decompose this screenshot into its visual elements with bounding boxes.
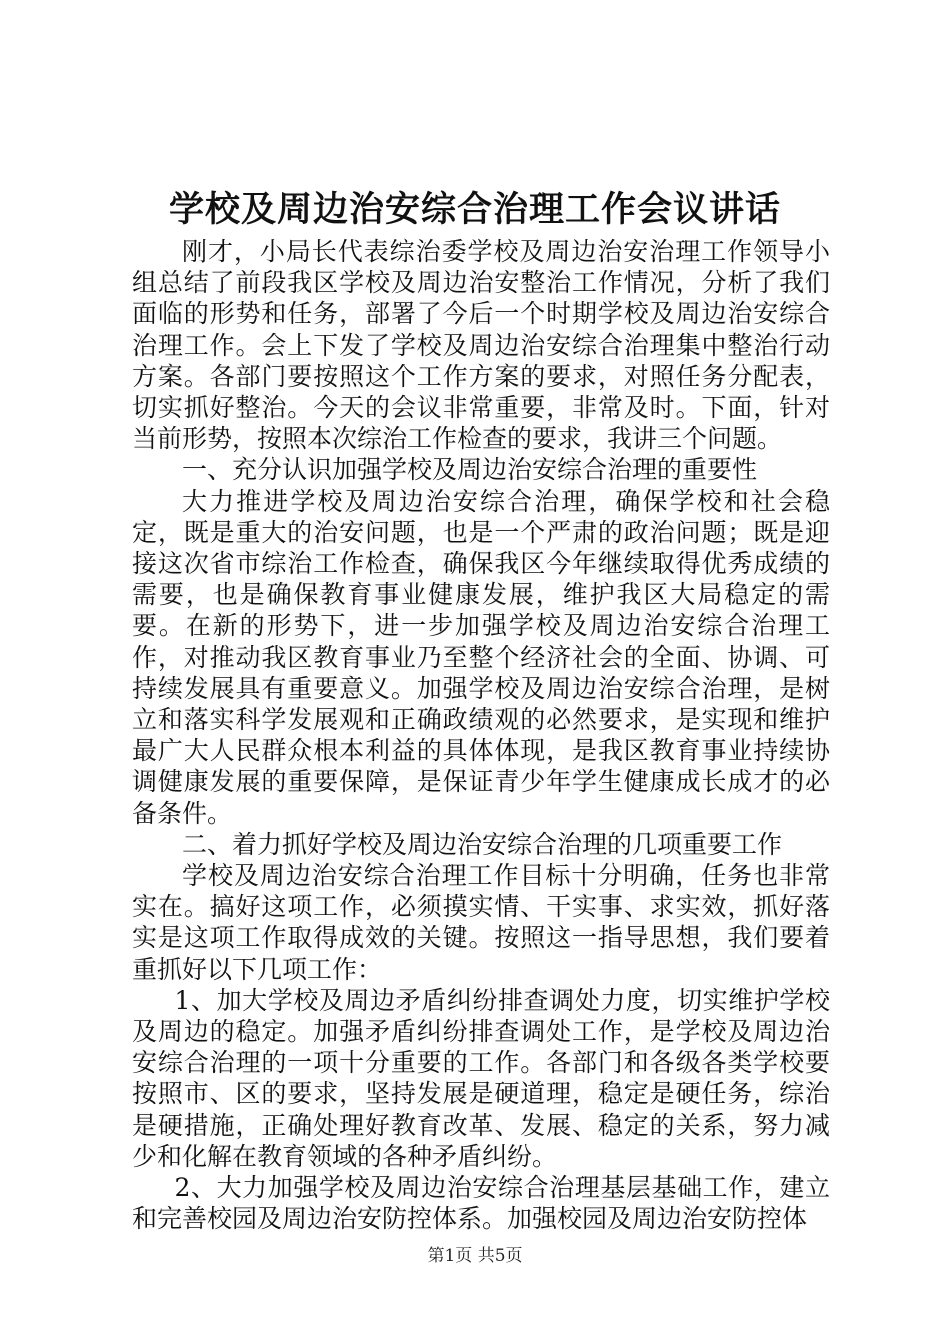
page-footer: 第1页 共5页 [427,1246,523,1266]
section-2-paragraph: 学校及周边治安综合治理工作目标十分明确，任务也非常实在。搞好这项工作，必须摸实情、干实事、求实效，抓好落实是这项工作取得成效的关键。按照这一指导思想，我们要着重抓好以下几项工作： [132,861,830,984]
section-1-paragraph: 大力推进学校及周边治安综合治理，确保学校和社会稳定，既是重大的治安问题，也是一个严肃的政治问题；既是迎接这次省市综治工作检查，确保我区今年继续取得优秀成绩的需要，也是确保教育事业健康发展，维护我区大局稳定的需要。在新的形势下，进一步加强学校及周边治安综合治理工作，对推动我区教育事业乃至整个经济社会的全面、协调、可持续发展具有重要意义。加强学校及周边治安综合治理，是树立和落实科学发展观和正确政绩观的必然要求，是实现和维护最广大人民群众根本利益的具体体现，是我区教育事业持续协调健康发展的重要保障，是保证青少年学生健康成长成才的必备条件。 [132,486,830,828]
document-title: 学校及周边治安综合治理工作会议讲话 [168,189,781,230]
section-heading-2: 二、着力抓好学校及周边治安综合治理的几项重要工作 [182,829,783,859]
numbered-item-2: 2、大力加强学校及周边治安综合治理基层基础工作，建立和完善校园及周边治安防控体系。加强校园及周边治安防控体 [132,1173,830,1234]
section-heading-1: 一、充分认识加强学校及周边治安综合治理的重要性 [182,455,758,485]
intro-paragraph: 刚才，小局长代表综治委学校及周边治安治理工作领导小组总结了前段我区学校及周边治安整治工作情况，分析了我们面临的形势和任务，部署了今后一个时期学校及周边治安综合治理工作。会上下发了学校及周边治安综合治理集中整治行动方案。各部门要按照这个工作方案的要求，对照任务分配表，切实抓好整治。今天的会议非常重要，非常及时。下面，针对当前形势，按照本次综治工作检查的要求，我讲三个问题。 [132,237,830,454]
numbered-item-1: 1、加大学校及周边矛盾纠纷排查调处力度，切实维护学校及周边的稳定。加强矛盾纠纷排查调处工作，是学校及周边治安综合治理的一项十分重要的工作。各部门和各级各类学校要按照市、区的要求，坚持发展是硬道理，稳定是硬任务，综治是硬措施，正确处理好教育改革、发展、稳定的关系，努力减少和化解在教育领域的各种矛盾纠纷。 [132,985,830,1171]
document-body [132,236,830,1235]
